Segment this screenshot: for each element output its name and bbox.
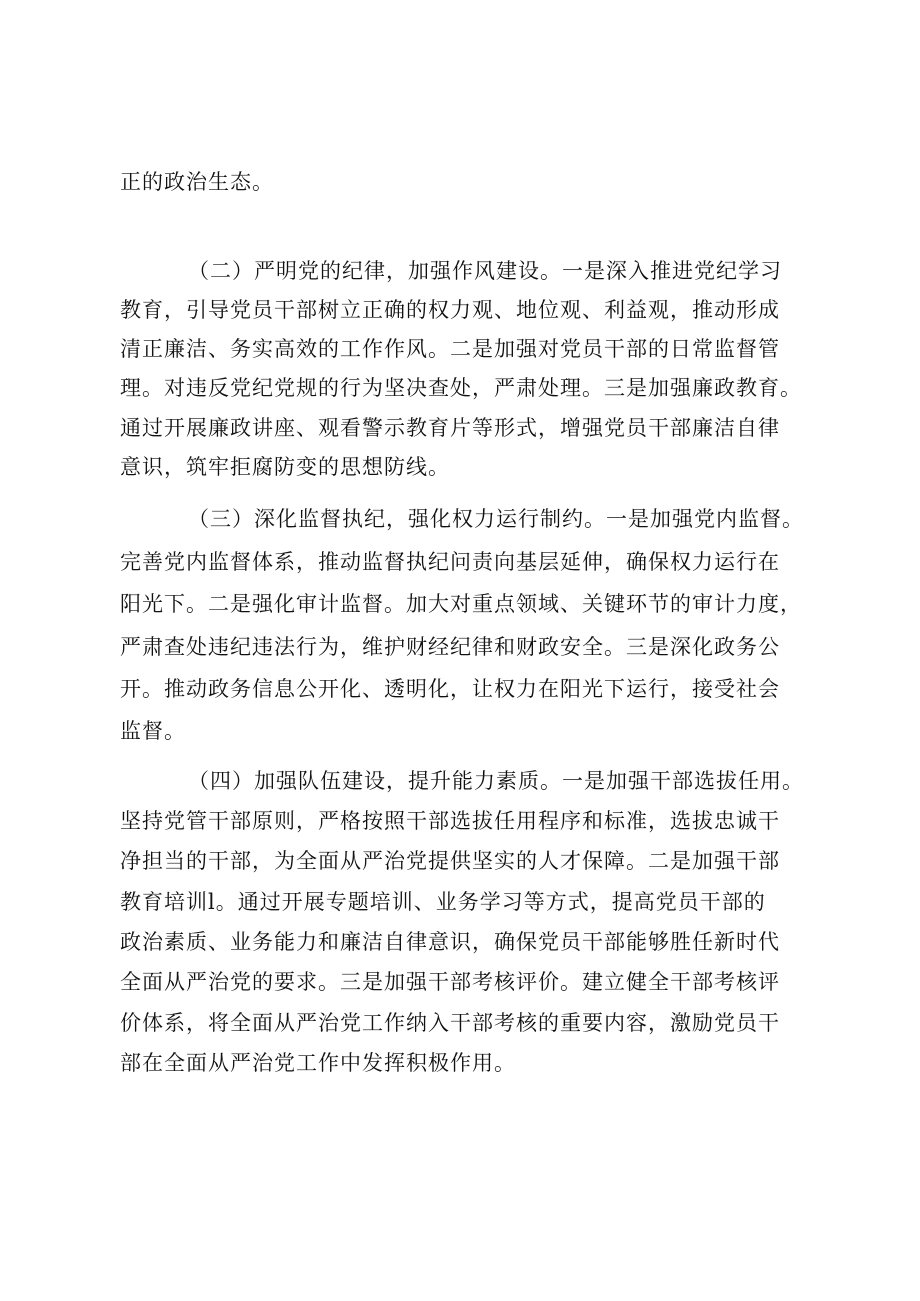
- text-line: 意识，筑牢拒腐防变的思想防线。: [120, 455, 450, 479]
- text-line: 政治素质、业务能力和廉洁自律意识，确保党员干部能够胜任新时代: [120, 930, 780, 954]
- text-line: 严肃查处违纪违法行为，维护财经纪律和财政安全。三是深化政务公: [120, 635, 780, 659]
- text-line: 价体系，将全面从严治党工作纳入干部考核的重要内容，激励党员干: [120, 1011, 780, 1035]
- text-line: 净担当的干部，为全面从严治党提供坚实的人才保障。二是加强干部: [120, 849, 780, 873]
- text-line: 清正廉洁、务实高效的工作作风。二是加强对党员干部的日常监督管: [120, 337, 780, 361]
- text-line: 全面从严治党的要求。三是加强干部考核评价。建立健全干部考核评: [120, 970, 780, 994]
- text-line: 监督。: [120, 719, 186, 743]
- text-line: 阳光下。二是强化审计监督。加大对重点领域、关键环节的审计力度，: [120, 592, 802, 616]
- section-heading-line: （二）严明党的纪律，加强作风建设。一是深入推进党纪学习: [188, 259, 782, 283]
- text-line: 坚持党管干部原则，严格按照干部选拔任用程序和标准，选拔忠诚干: [120, 809, 780, 833]
- section-heading-line: （三）深化监督执纪，强化权力运行制约。一是加强党内监督。: [188, 507, 804, 531]
- text-line: 教育培训l。通过开展专题培训、业务学习等方式，提高党员干部的: [120, 890, 766, 914]
- text-line: 部在全面从严治党工作中发挥积极作用。: [120, 1051, 516, 1075]
- text-line: 教育，引导党员干部树立正确的权力观、地位观、利益观，推动形成: [120, 298, 780, 322]
- text-line: 正的政治生态。: [120, 170, 274, 194]
- text-line: 开。推动政务信息公开化、透明化，让权力在阳光下运行，接受社会: [120, 677, 780, 701]
- text-line: 理。对违反党纪党规的行为坚决查处，严肃处理。三是加强廉政教育。: [120, 376, 802, 400]
- text-line: 完善党内监督体系，推动监督执纪问责向基层延伸，确保权力运行在: [120, 550, 780, 574]
- section-heading-line: （四）加强队伍建设，提升能力素质。一是加强干部选拔任用。: [188, 769, 804, 793]
- text-line: 通过开展廉政讲座、观看警示教育片等形式，增强党员干部廉洁自律: [120, 416, 780, 440]
